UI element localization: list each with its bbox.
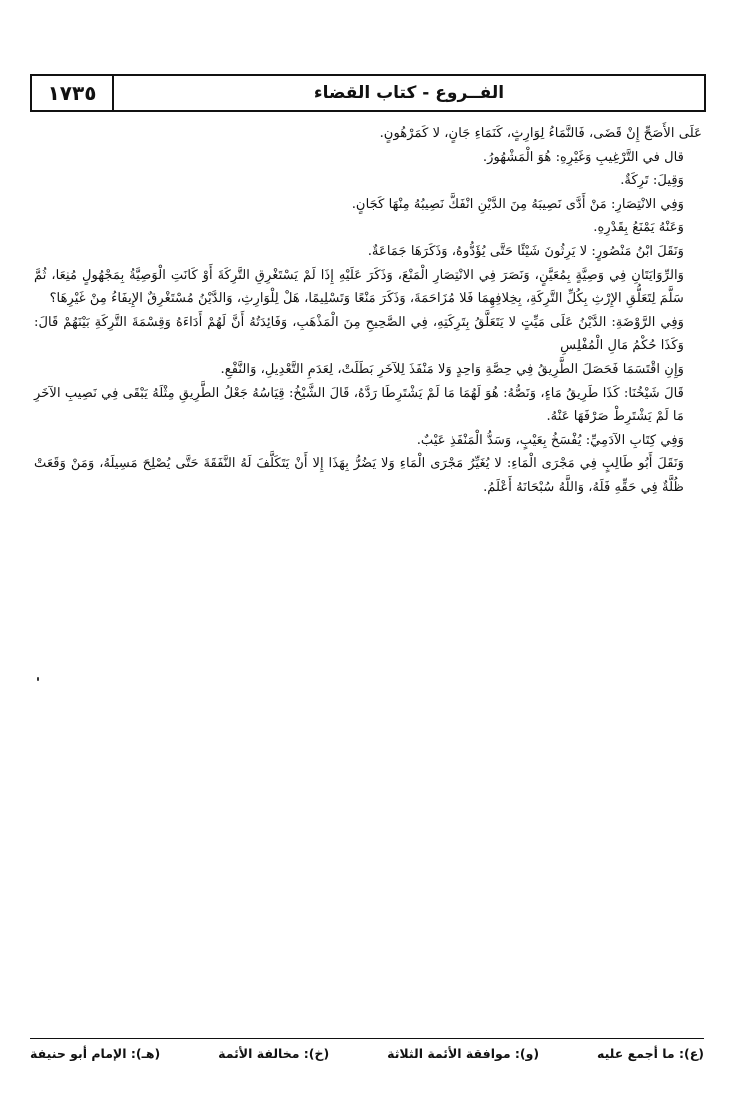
page-number: ١٧٣٥ (32, 76, 114, 110)
paragraph: وَنَقَلَ أَبُو طَالِبٍ فِي مَجْرَى الْمَاءِ: لا يُغَيِّرُ مَجْرَى الْمَاءِ وَلا يَضُرُّ بِهَذَا إِلا أَنْ يَتَكَلَّفَ لَهُ النَّفَقَةَ حَتَّى يُصْلِحَ مَسِيلَهُ، وَمَنْ وَقَعَتْ ظُلَّةٌ فِي حَقِّهِ فَلَهُ، وَاللَّهُ سُبْحَانَهُ أَعْلَمُ. (34, 456, 684, 495)
page-header (30, 74, 706, 112)
legend-item-consensus: (ع): ما أجمع عليه (597, 1045, 704, 1061)
paragraph: عَلَى الأَصَحِّ إِنْ قَضَى، فَالنَّمَاءُ لِوَارِثٍ، كَنَمَاءِ جَانٍ، لا كَمَرْهُونٍ. (379, 126, 702, 141)
footer-legend (30, 1042, 704, 1064)
footer-divider (30, 1038, 704, 1039)
legend-item-agreement: (و): موافقة الأئمة الثلاثة (387, 1045, 540, 1061)
paragraph: وَفِي كِتَابِ الآدَمِيِّ: يُفْسَخُ بِعَيْبٍ، وَسَدُّ الْمَنْفَذِ عَيْبٌ. (416, 432, 684, 448)
legend-item-disagreement: (خ): مخالفة الأئمة (218, 1045, 330, 1061)
paragraph: وَفِي الانْتِصَارِ: مَنْ أَدَّى نَصِيبَهُ مِنَ الدَّيْنِ انْفَكَّ نَصِيبُهُ مِنْهَا كَجَانٍ. (351, 196, 684, 212)
paragraph: وَالرِّوَايَتَانِ فِي وَصِيَّةٍ بِمُعَيَّنٍ، وَنَصَرَ فِي الانْتِصَارِ الْمَنْعَ، وَذَكَرَ عَلَيْهِ إِذَا لَمْ يَسْتَغْرِقِ التَّرِكَةَ أَوْ كَانَتِ الْوَصِيَّةُ بِمَجْهُولٍ مُنِعَا، ثُمَّ سَلَّمَ لِتَعَلُّقِ الإِرْثِ بِكُلِّ التَّرِكَةِ، بِخِلافِهِمَا فَلا مُزَاحَمَةَ، وَذَكَرَ مَنْعًا وَتَسْلِيمًا، هَلْ لِلْوَارِثِ، وَالدَّيْنُ مُسْتَغْرِقٌ الإِيفَاءُ مِنْ غَيْرِهَا؟ (34, 267, 684, 307)
running-title: الفــروع - كتاب القضاء (313, 83, 505, 103)
paragraph: وَإِنِ اقْتَسَمَا فَحَصَلَ الطَّرِيقُ فِي حِصَّةِ وَاحِدٍ وَلا مَنْفَذَ لِلآخَرِ بَطَلَتْ، لِعَدَمِ التَّعْدِيلِ، وَالنَّفْعِ. (220, 361, 684, 377)
body-text (34, 122, 702, 500)
legend-item-abu-hanifa: (هـ): الإمام أبو حنيفة (30, 1045, 161, 1061)
paragraph: وَقِيلَ: تَرِكَةٌ. (620, 173, 684, 189)
scan-speck (37, 677, 39, 681)
paragraph: وَعَنْهُ يَمْنَعُ بِقَدْرِهِ. (593, 220, 684, 236)
paragraph: وَنَقَلَ ابْنُ مَنْصُورٍ: لا يَرِثُونَ شَيْئًا حَتَّى يُؤَدُّوهُ، وَذَكَرَهَا جَمَاعَةٌ. (367, 243, 684, 259)
paragraph: وَفِي الرَّوْضَةِ: الدَّيْنُ عَلَى مَيِّتٍ لا يَتَعَلَّقُ بِتَرِكَتِهِ، فِي الصَّحِيحِ مِنَ الْمَذْهَبِ، وَفَائِدَتُهُ أَنَّ لَهُمْ أَدَاءَهُ وَقِسْمَةَ التَّرِكَةِ بَيْنَهُمْ قَالَ: وَكَذَا حُكْمُ مَالِ الْمُفْلِسِ (34, 314, 684, 354)
paragraph: قال في التَّرْغِيبِ وَغَيْرِهِ: هُوَ الْمَشْهُورُ. (482, 149, 684, 165)
paragraph: قَالَ شَيْخُنَا: كَذَا طَرِيقُ مَاءٍ، وَنَصُّهُ: هُوَ لَهُمَا مَا لَمْ يَشْتَرِطَا رَدَّهُ، قَالَ الشَّيْخُ: قِيَاسُهُ جَعْلُ الطَّرِيقِ مِثْلَهُ يَبْقَى فِي نَصِيبِ الآخَرِ مَا لَمْ يَشْتَرِطْ صَرْفَهَا عَنْهُ. (34, 385, 684, 425)
